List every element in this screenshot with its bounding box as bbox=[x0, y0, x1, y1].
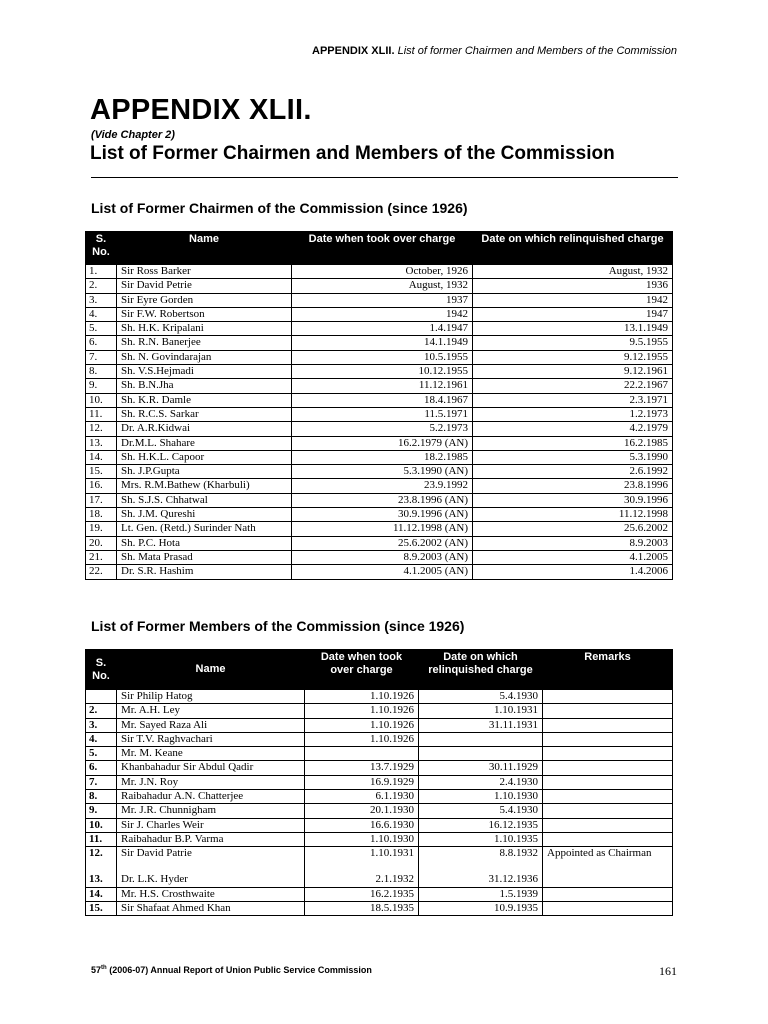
col-header-took-over: Date when took over charge bbox=[292, 232, 473, 265]
footer-edition: 57 bbox=[91, 965, 102, 975]
serial-number: 9. bbox=[86, 804, 117, 818]
took-over-date: 10.12.1955 bbox=[292, 365, 473, 379]
serial-number: 16. bbox=[86, 479, 117, 493]
remarks bbox=[543, 690, 673, 704]
table-row bbox=[86, 336, 673, 350]
table-row bbox=[86, 450, 673, 464]
table-row bbox=[86, 465, 673, 479]
remarks bbox=[543, 761, 673, 775]
member-name: Dr. L.K. Hyder bbox=[121, 873, 188, 886]
serial-number: 2. bbox=[86, 704, 117, 718]
member-name: Mr. M. Keane bbox=[117, 747, 305, 761]
relinquished-date: 1.5.1939 bbox=[419, 887, 543, 901]
serial-number: 10. bbox=[86, 818, 117, 832]
serial-number: 5. bbox=[86, 747, 117, 761]
list-title: List of Former Chairmen and Members of the Commission bbox=[90, 143, 615, 164]
relinquished-date: 2.4.1930 bbox=[419, 775, 543, 789]
table-row bbox=[86, 393, 673, 407]
chairman-name: Sir F.W. Robertson bbox=[117, 307, 292, 321]
serial-number: 14. bbox=[86, 887, 117, 901]
table-row bbox=[86, 322, 673, 336]
took-over-date: 1.10.1926 bbox=[305, 704, 419, 718]
relinquished-date: 30.11.1929 bbox=[419, 761, 543, 775]
table-row bbox=[86, 265, 673, 279]
relinquished-date: 4.1.2005 bbox=[473, 550, 673, 564]
member-name: Mr. J.R. Chunnigham bbox=[117, 804, 305, 818]
table-row bbox=[86, 479, 673, 493]
serial-number: 11. bbox=[86, 832, 117, 846]
relinquished-date: 1.10.1931 bbox=[419, 704, 543, 718]
running-header bbox=[312, 45, 677, 57]
table-row bbox=[86, 790, 673, 804]
took-over-date: 1.10.1926 bbox=[305, 690, 419, 704]
remarks bbox=[543, 887, 673, 901]
relinquished-date: 8.8.1932 bbox=[499, 847, 538, 860]
took-over-date: 18.5.1935 bbox=[305, 901, 419, 915]
took-over-date: October, 1926 bbox=[292, 265, 473, 279]
table-row bbox=[86, 761, 673, 775]
took-over-date: 1.4.1947 bbox=[292, 322, 473, 336]
chairman-name: Dr. S.R. Hashim bbox=[117, 565, 292, 579]
remarks bbox=[543, 747, 673, 761]
took-over-date: 1.10.1930 bbox=[305, 832, 419, 846]
relinquished-date: 1.10.1930 bbox=[419, 790, 543, 804]
relinquished-date: 1.10.1935 bbox=[419, 832, 543, 846]
relinquished-date: 2.6.1992 bbox=[473, 465, 673, 479]
took-over-date: 5.2.1973 bbox=[292, 422, 473, 436]
serial-number: 4. bbox=[86, 732, 117, 746]
took-over-date-cell bbox=[305, 847, 419, 887]
relinquished-date: 5.3.1990 bbox=[473, 450, 673, 464]
relinquished-date: 8.9.2003 bbox=[473, 536, 673, 550]
relinquished-date: 1.4.2006 bbox=[473, 565, 673, 579]
table-row bbox=[86, 732, 673, 746]
col-header-relinquished: Date on which relinquished charge bbox=[473, 232, 673, 265]
remarks bbox=[543, 718, 673, 732]
members-header-row bbox=[86, 650, 673, 690]
serial-number: 6. bbox=[86, 761, 117, 775]
col-header-took-over: Date when took over charge bbox=[305, 650, 419, 690]
table-row bbox=[86, 508, 673, 522]
took-over-date: 11.12.1961 bbox=[292, 379, 473, 393]
took-over-date: 6.1.1930 bbox=[305, 790, 419, 804]
chairman-name: Dr. A.R.Kidwai bbox=[117, 422, 292, 436]
page-number: 161 bbox=[659, 964, 677, 978]
relinquished-date: 9.5.1955 bbox=[473, 336, 673, 350]
table-row bbox=[86, 365, 673, 379]
member-name: Mr. Sayed Raza Ali bbox=[117, 718, 305, 732]
relinquished-date: 2.3.1971 bbox=[473, 393, 673, 407]
serial-number: 7. bbox=[86, 775, 117, 789]
relinquished-date: 31.11.1931 bbox=[419, 718, 543, 732]
serial-number: 15. bbox=[86, 465, 117, 479]
serial-number: 12. bbox=[89, 847, 103, 860]
table-row bbox=[86, 690, 673, 704]
table-row bbox=[86, 379, 673, 393]
table-row bbox=[86, 279, 673, 293]
relinquished-date: 10.9.1935 bbox=[419, 901, 543, 915]
serial-number: 14. bbox=[86, 450, 117, 464]
table-row bbox=[86, 493, 673, 507]
table-row bbox=[86, 887, 673, 901]
table-row bbox=[86, 818, 673, 832]
relinquished-date: 1.2.1973 bbox=[473, 407, 673, 421]
took-over-date: 23.8.1996 (AN) bbox=[292, 493, 473, 507]
took-over-date: 23.9.1992 bbox=[292, 479, 473, 493]
relinquished-date: 11.12.1998 bbox=[473, 508, 673, 522]
table-row bbox=[86, 550, 673, 564]
serial-number: 10. bbox=[86, 393, 117, 407]
serial-number: 4. bbox=[86, 307, 117, 321]
table-row bbox=[86, 307, 673, 321]
took-over-date: 1937 bbox=[292, 293, 473, 307]
relinquished-date bbox=[419, 747, 543, 761]
appendix-title: APPENDIX XLII. bbox=[90, 94, 312, 126]
relinquished-date: 13.1.1949 bbox=[473, 322, 673, 336]
relinquished-date: 1936 bbox=[473, 279, 673, 293]
took-over-date: 18.4.1967 bbox=[292, 393, 473, 407]
col-header-sno: S. No. bbox=[86, 232, 117, 265]
took-over-date: August, 1932 bbox=[292, 279, 473, 293]
member-name: Sir Philip Hatog bbox=[117, 690, 305, 704]
chairman-name: Sh. J.M. Qureshi bbox=[117, 508, 292, 522]
chairmen-heading: List of Former Chairmen of the Commission (since 1926) bbox=[91, 200, 468, 216]
running-header-appendix: APPENDIX XLII. bbox=[312, 45, 395, 57]
col-header-name: Name bbox=[117, 232, 292, 265]
remarks: Appointed as Chairman bbox=[543, 847, 673, 887]
took-over-date: 16.2.1935 bbox=[305, 887, 419, 901]
serial-number: 18. bbox=[86, 508, 117, 522]
title-rule bbox=[91, 177, 678, 178]
chairman-name: Sir David Petrie bbox=[117, 279, 292, 293]
member-name: Mr. H.S. Crosthwaite bbox=[117, 887, 305, 901]
chairman-name: Sh. K.R. Damle bbox=[117, 393, 292, 407]
table-row bbox=[86, 832, 673, 846]
serial-number: 3. bbox=[86, 718, 117, 732]
col-header-relinquished: Date on which relinquished charge bbox=[419, 650, 543, 690]
chairman-name: Sh. N. Govindarajan bbox=[117, 350, 292, 364]
serial-number: 7. bbox=[86, 350, 117, 364]
took-over-date: 1.10.1926 bbox=[305, 718, 419, 732]
remarks bbox=[543, 790, 673, 804]
took-over-date: 20.1.1930 bbox=[305, 804, 419, 818]
took-over-date: 16.9.1929 bbox=[305, 775, 419, 789]
vide-chapter-note: (Vide Chapter 2) bbox=[91, 129, 175, 141]
serial-number: 20. bbox=[86, 536, 117, 550]
serial-number: 21. bbox=[86, 550, 117, 564]
relinquished-date: 31.12.1936 bbox=[488, 873, 538, 886]
footer-report-title bbox=[91, 965, 372, 975]
took-over-date: 14.1.1949 bbox=[292, 336, 473, 350]
took-over-date: 5.3.1990 (AN) bbox=[292, 465, 473, 479]
relinquished-date: 5.4.1930 bbox=[419, 804, 543, 818]
table-row bbox=[86, 436, 673, 450]
chairman-name: Sir Eyre Gorden bbox=[117, 293, 292, 307]
relinquished-date: 1942 bbox=[473, 293, 673, 307]
col-header-remarks: Remarks bbox=[543, 650, 673, 690]
chairman-name: Sh. Mata Prasad bbox=[117, 550, 292, 564]
remarks bbox=[543, 775, 673, 789]
serial-number bbox=[86, 690, 117, 704]
relinquished-date: 4.2.1979 bbox=[473, 422, 673, 436]
member-name: Sir Shafaat Ahmed Khan bbox=[117, 901, 305, 915]
chairman-name: Sh. H.K. Kripalani bbox=[117, 322, 292, 336]
serial-number: 3. bbox=[86, 293, 117, 307]
remarks bbox=[543, 704, 673, 718]
took-over-date: 11.5.1971 bbox=[292, 407, 473, 421]
table-row bbox=[86, 704, 673, 718]
relinquished-date: 25.6.2002 bbox=[473, 522, 673, 536]
took-over-date: 1.10.1931 bbox=[370, 847, 414, 860]
serial-number: 13. bbox=[89, 873, 103, 886]
table-row bbox=[86, 407, 673, 421]
serial-number: 8. bbox=[86, 790, 117, 804]
chairman-name: Lt. Gen. (Retd.) Surinder Nath bbox=[117, 522, 292, 536]
chairman-name: Sh. S.J.S. Chhatwal bbox=[117, 493, 292, 507]
took-over-date: 16.2.1979 (AN) bbox=[292, 436, 473, 450]
relinquished-date: August, 1932 bbox=[473, 265, 673, 279]
chairman-name: Sh. J.P.Gupta bbox=[117, 465, 292, 479]
took-over-date: 2.1.1932 bbox=[375, 873, 414, 886]
took-over-date: 1.10.1926 bbox=[305, 732, 419, 746]
remarks bbox=[543, 818, 673, 832]
took-over-date: 16.6.1930 bbox=[305, 818, 419, 832]
took-over-date: 25.6.2002 (AN) bbox=[292, 536, 473, 550]
members-table bbox=[85, 649, 673, 916]
relinquished-date: 1947 bbox=[473, 307, 673, 321]
member-name: Khanbahadur Sir Abdul Qadir bbox=[117, 761, 305, 775]
relinquished-date bbox=[419, 732, 543, 746]
serial-number: 19. bbox=[86, 522, 117, 536]
chairmen-table bbox=[85, 231, 673, 580]
table-row bbox=[86, 536, 673, 550]
chairman-name: Sh. H.K.L. Capoor bbox=[117, 450, 292, 464]
chairman-name: Sh. B.N.Jha bbox=[117, 379, 292, 393]
table-row bbox=[86, 847, 673, 887]
chairman-name: Sh. P.C. Hota bbox=[117, 536, 292, 550]
chairman-name: Sh. R.C.S. Sarkar bbox=[117, 407, 292, 421]
members-heading: List of Former Members of the Commission (since 1926) bbox=[91, 618, 465, 634]
chairman-name: Sh. R.N. Banerjee bbox=[117, 336, 292, 350]
took-over-date: 18.2.1985 bbox=[292, 450, 473, 464]
footer-report-text: (2006-07) Annual Report of Union Public Service Commission bbox=[109, 965, 372, 975]
relinquished-date: 9.12.1961 bbox=[473, 365, 673, 379]
remarks bbox=[543, 804, 673, 818]
took-over-date: 13.7.1929 bbox=[305, 761, 419, 775]
chairman-name: Sh. V.S.Hejmadi bbox=[117, 365, 292, 379]
running-header-title: List of former Chairmen and Members of the Commission bbox=[397, 45, 677, 57]
serial-number: 8. bbox=[86, 365, 117, 379]
relinquished-date: 16.2.1985 bbox=[473, 436, 673, 450]
member-name-cell bbox=[117, 847, 305, 887]
took-over-date: 30.9.1996 (AN) bbox=[292, 508, 473, 522]
serial-number: 13. bbox=[86, 436, 117, 450]
col-header-sno: S. No. bbox=[86, 650, 117, 690]
member-name: Mr. J.N. Roy bbox=[117, 775, 305, 789]
relinquished-date: 23.8.1996 bbox=[473, 479, 673, 493]
chairman-name: Dr.M.L. Shahare bbox=[117, 436, 292, 450]
table-row bbox=[86, 293, 673, 307]
serial-number: 1. bbox=[86, 265, 117, 279]
remarks bbox=[543, 732, 673, 746]
member-name: Sir J. Charles Weir bbox=[117, 818, 305, 832]
table-row bbox=[86, 565, 673, 579]
table-row bbox=[86, 718, 673, 732]
serial-number-cell bbox=[86, 847, 117, 887]
serial-number: 11. bbox=[86, 407, 117, 421]
relinquished-date-cell bbox=[419, 847, 543, 887]
relinquished-date: 16.12.1935 bbox=[419, 818, 543, 832]
relinquished-date: 30.9.1996 bbox=[473, 493, 673, 507]
remarks bbox=[543, 832, 673, 846]
serial-number: 12. bbox=[86, 422, 117, 436]
chairmen-header-row bbox=[86, 232, 673, 265]
table-row bbox=[86, 804, 673, 818]
took-over-date: 4.1.2005 (AN) bbox=[292, 565, 473, 579]
serial-number: 9. bbox=[86, 379, 117, 393]
table-row bbox=[86, 747, 673, 761]
table-row bbox=[86, 901, 673, 915]
member-name: Sir T.V. Raghvachari bbox=[117, 732, 305, 746]
table-row bbox=[86, 775, 673, 789]
member-name: Raibahadur B.P. Varma bbox=[117, 832, 305, 846]
chairmen-rows bbox=[86, 265, 673, 580]
relinquished-date: 9.12.1955 bbox=[473, 350, 673, 364]
members-rows bbox=[86, 690, 673, 916]
chairman-name: Sir Ross Barker bbox=[117, 265, 292, 279]
serial-number: 5. bbox=[86, 322, 117, 336]
took-over-date: 10.5.1955 bbox=[292, 350, 473, 364]
took-over-date bbox=[305, 747, 419, 761]
took-over-date: 11.12.1998 (AN) bbox=[292, 522, 473, 536]
member-name: Sir David Patrie bbox=[121, 847, 192, 860]
footer-edition-suffix: th bbox=[101, 965, 107, 971]
table-row bbox=[86, 422, 673, 436]
serial-number: 22. bbox=[86, 565, 117, 579]
member-name: Mr. A.H. Ley bbox=[117, 704, 305, 718]
col-header-name: Name bbox=[117, 650, 305, 690]
relinquished-date: 22.2.1967 bbox=[473, 379, 673, 393]
relinquished-date: 5.4.1930 bbox=[419, 690, 543, 704]
table-row bbox=[86, 350, 673, 364]
chairman-name: Mrs. R.M.Bathew (Kharbuli) bbox=[117, 479, 292, 493]
table-row bbox=[86, 522, 673, 536]
serial-number: 17. bbox=[86, 493, 117, 507]
member-name: Raibahadur A.N. Chatterjee bbox=[117, 790, 305, 804]
serial-number: 15. bbox=[86, 901, 117, 915]
serial-number: 6. bbox=[86, 336, 117, 350]
serial-number: 2. bbox=[86, 279, 117, 293]
remarks bbox=[543, 901, 673, 915]
took-over-date: 1942 bbox=[292, 307, 473, 321]
took-over-date: 8.9.2003 (AN) bbox=[292, 550, 473, 564]
